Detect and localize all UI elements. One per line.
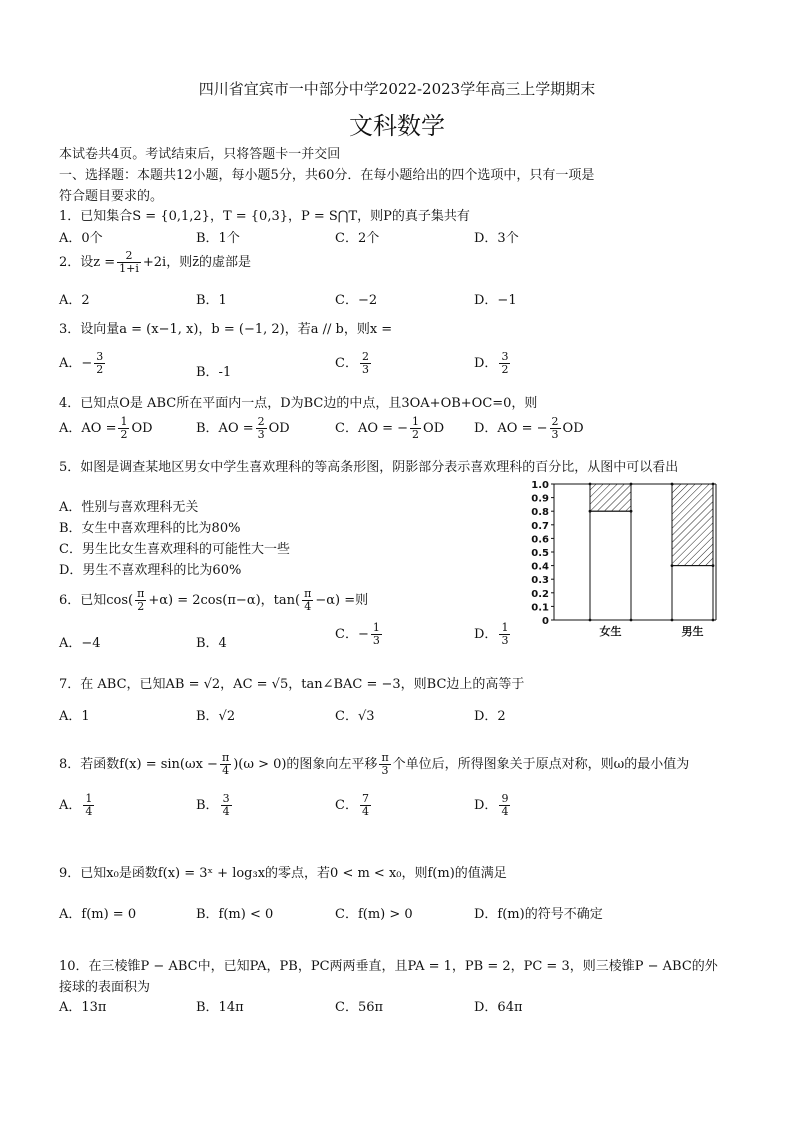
bar-喜欢理科 [672, 484, 713, 566]
q2-prefix: 2．设z = [59, 255, 116, 270]
q3-option-d: D． $\frac{3}{2}$ [474, 350, 509, 376]
exam-header: 四川省宜宾市一中部分中学2022-2023学年高三上学期期末 [198, 80, 596, 98]
y-tick-label: 0.6 [531, 534, 549, 546]
bar-不喜欢理科 [672, 566, 713, 620]
q3-option-a: A．− $\frac{3}{2}$ [59, 350, 104, 376]
question-8-stem: 8．若函数f(x) = sin(ωx − $\frac{\pi}{4}$ )(ω > 0)的图象向左平移 $\frac{\pi}{3}$ 个单位后，所得图象关于原点对称，则ω的最小值为 [59, 751, 690, 777]
q3-option-b: B．-1 [196, 365, 232, 380]
q10-option-d: D．64π [474, 1000, 523, 1015]
q2-suffix: +2i，则z̄的虚部是 [142, 255, 252, 270]
q7-option-b: B．√2 [196, 709, 236, 724]
question-6-stem: 6．已知cos( $\frac{\pi}{2}$ +α) = 2cos(π−α)，tan( $\frac{\pi}{4}$ −α) =则 [59, 587, 369, 613]
bar-不喜欢理科 [590, 511, 631, 620]
q4-option-d: D．AO = − $\frac{2}{3}$ OD [474, 415, 584, 441]
y-tick-label: 0.8 [531, 507, 549, 519]
bar-corner-dot [671, 564, 674, 567]
question-10-stem: 10．在三棱锥P − ABC中，已知PA，PB，PC两两垂直，且PA = 1，PB = 2，PC = 3，则三棱锥P − ABC的外 [59, 959, 718, 974]
q2-option-d: D．−1 [474, 293, 517, 308]
q9-option-b: B．f(m) < 0 [196, 907, 274, 922]
bar-corner-dot [630, 510, 633, 513]
q2-option-a: A．2 [59, 293, 90, 308]
bar-corner-dot [712, 619, 715, 622]
stacked-bar-chart [524, 478, 724, 642]
y-tick-label: 0.1 [531, 602, 549, 614]
q3-option-c: C． $\frac{2}{3}$ [335, 350, 369, 376]
q6-option-a: A．−4 [59, 636, 101, 651]
y-tick-label: 0.5 [531, 548, 549, 559]
exam-note: 本试卷共4页。考试结束后，只将答题卡一并交回 [59, 147, 341, 162]
question-3-stem: 3．设向量a = (x−1, x)，b = (−1, 2)，若a // b，则x = [59, 322, 393, 337]
x-tick-label: 女生 [599, 625, 622, 638]
bar-喜欢理科 [590, 484, 631, 511]
y-tick-label: 0.3 [531, 575, 549, 587]
question-4-stem: 4．已知点O是 ABC所在平面内一点，D为BC边的中点，且3OA+OB+OC=0，则 [59, 396, 538, 411]
bar-corner-dot [589, 619, 592, 622]
y-tick-label: 0.2 [531, 588, 549, 600]
q2-option-b: B．1 [196, 293, 227, 308]
q7-option-c: C．√3 [335, 709, 375, 724]
q5-option-c: C．男生比女生喜欢理科的可能性大一些 [59, 542, 290, 557]
q10-option-a: A．13π [59, 1000, 107, 1015]
y-tick-label: 1.0 [531, 480, 549, 491]
q9-option-c: C．f(m) > 0 [335, 907, 413, 922]
question-1-stem: 1．已知集合S = {0,1,2}，T = {0,3}，P = S⋂T，则P的真子集共有 [59, 209, 470, 224]
y-tick-label: 0 [542, 616, 549, 627]
x-tick-label: 男生 [681, 625, 704, 638]
bar-corner-dot [589, 510, 592, 513]
bar-corner-dot [712, 564, 715, 567]
bar-corner-dot [630, 619, 633, 622]
q1-option-b: B．1个 [196, 231, 240, 246]
y-tick-label: 0.7 [531, 520, 549, 532]
question-10-stem-cont: 接球的表面积为 [59, 980, 151, 995]
q8-option-a: A． $\frac{1}{4}$ [59, 792, 93, 818]
y-tick-label: 0.4 [531, 561, 549, 573]
y-tick-label: 0.9 [531, 493, 549, 505]
q1-option-c: C．2个 [335, 231, 380, 246]
section-heading: 一、选择题：本题共12小题，每小题5分，共60分．在每小题给出的四个选项中，只有一项是 [59, 168, 595, 183]
question-5-stem: 5．如图是调查某地区男女中学生喜欢理科的等高条形图，阴影部分表示喜欢理科的百分比，从图中可以看出 [59, 460, 679, 475]
q6-option-b: B．4 [196, 636, 227, 651]
q9-option-a: A．f(m) = 0 [59, 907, 137, 922]
bar-corner-dot [671, 619, 674, 622]
q8-option-d: D． $\frac{9}{4}$ [474, 792, 509, 818]
q2-option-c: C．−2 [335, 293, 378, 308]
question-7-stem: 7．在 ABC，已知AB = √2，AC = √5，tan∠BAC = −3，则BC边上的高等于 [59, 677, 525, 692]
exam-subject: 文科数学 [349, 112, 445, 140]
q8-option-b: B． $\frac{3}{4}$ [196, 792, 230, 818]
q10-option-b: B．14π [196, 1000, 244, 1015]
q7-option-d: D．2 [474, 709, 506, 724]
q6-option-d: D． $\frac{1}{3}$ [474, 621, 509, 647]
q8-option-c: C． $\frac{7}{4}$ [335, 792, 369, 818]
q4-option-b: B．AO = $\frac{2}{3}$ OD [196, 415, 290, 441]
question-2-stem [59, 250, 251, 275]
q4-option-a: A．AO = $\frac{1}{2}$ OD [59, 415, 153, 441]
q10-option-c: C．56π [335, 1000, 384, 1015]
q6-option-c: C．− $\frac{1}{3}$ [335, 621, 380, 647]
q5-option-d: D．男生不喜欢理科的比为60% [59, 563, 242, 578]
q1-option-a: A．0个 [59, 231, 103, 246]
q1-option-d: D．3个 [474, 231, 519, 246]
q5-option-a: A．性别与喜欢理科无关 [59, 500, 199, 515]
q7-option-a: A．1 [59, 709, 90, 724]
q2-fraction: $\frac{2}{1+i}$ [119, 249, 139, 275]
question-9-stem: 9．已知x₀是函数f(x) = 3ˣ + log₃x的零点，若0 < m < x₀，则f(m)的值满足 [59, 866, 507, 881]
section-heading-cont: 符合题目要求的。 [59, 189, 164, 204]
q9-option-d: D．f(m)的符号不确定 [474, 907, 603, 922]
q4-option-c: C．AO = − $\frac{1}{2}$ OD [335, 415, 445, 441]
q5-option-b: B．女生中喜欢理科的比为80% [59, 521, 241, 536]
